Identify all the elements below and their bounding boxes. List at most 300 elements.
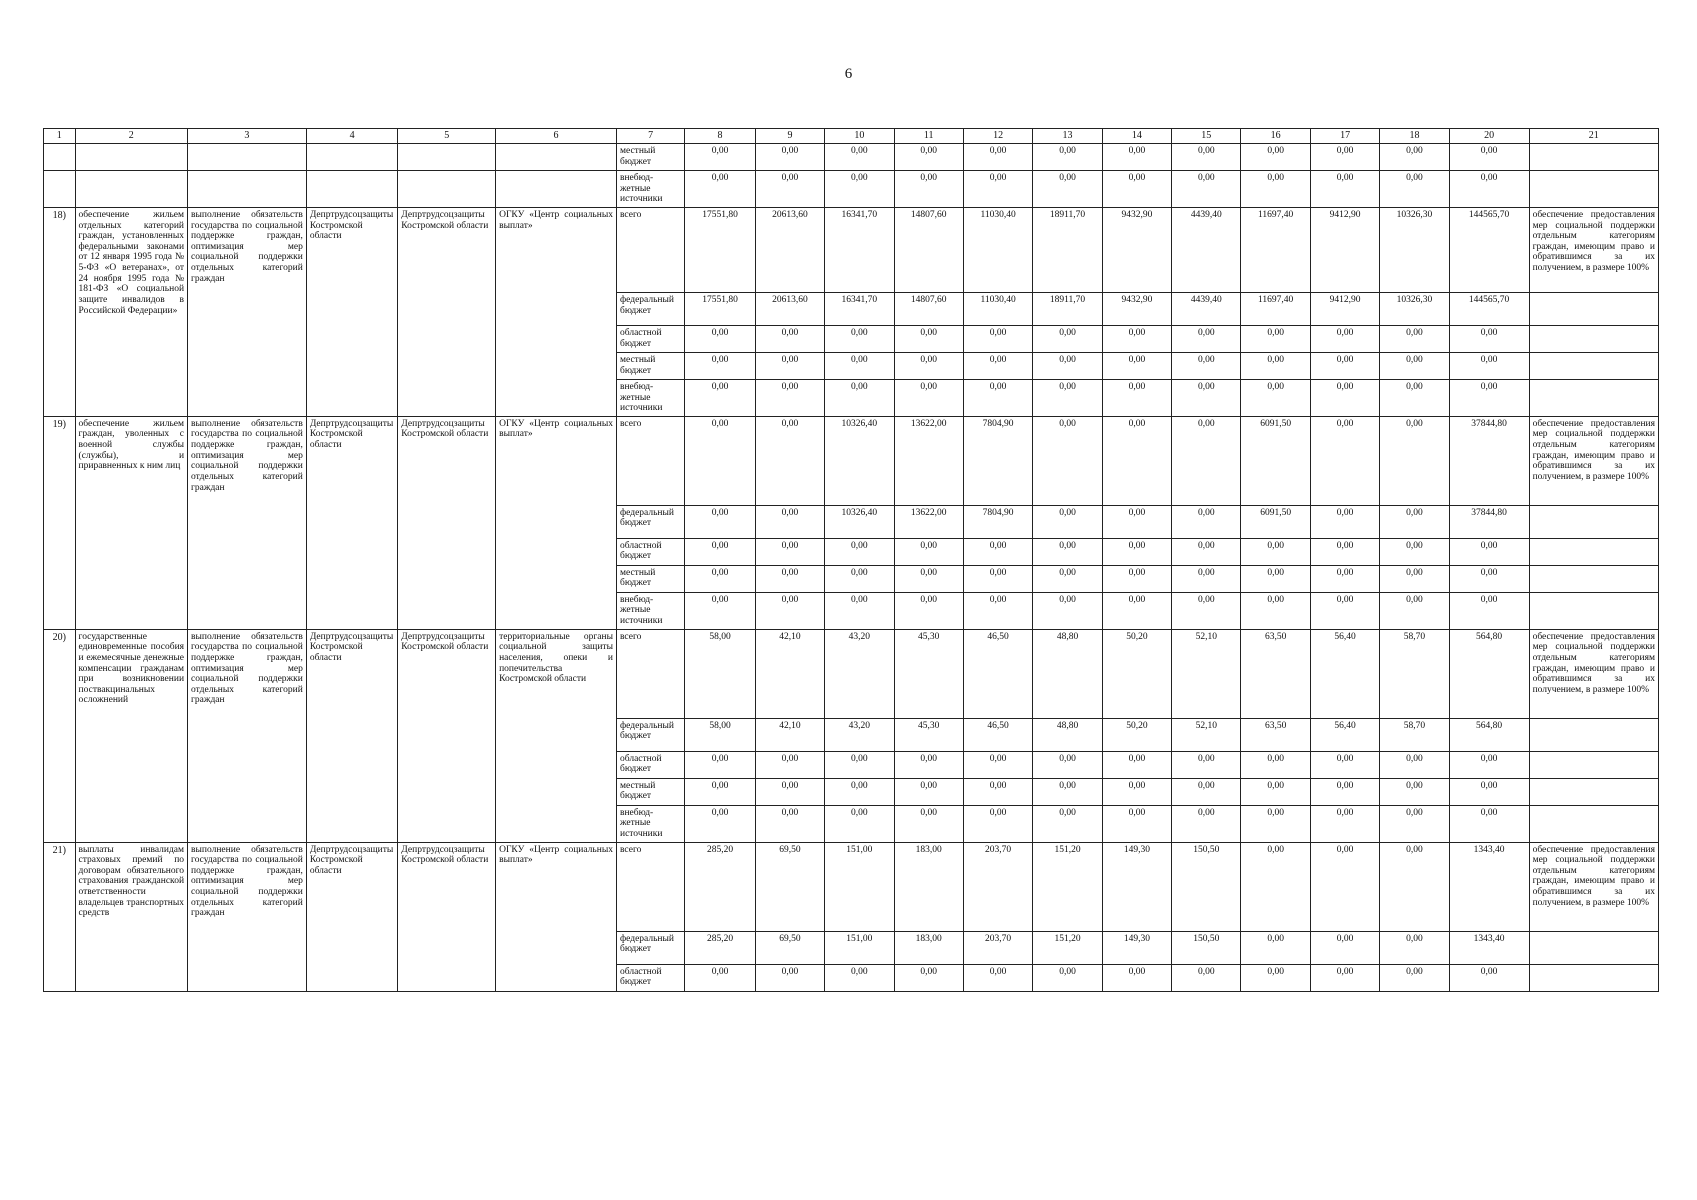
value-cell: 0,00 [1380,416,1449,505]
value-cell: 0,00 [1172,379,1241,416]
value-cell: 58,00 [685,718,755,751]
budget-type: областной бюджет [616,751,684,778]
value-cell: 0,00 [1380,751,1449,778]
value-cell: 150,50 [1172,931,1241,964]
entry-responsible: Депртрудсоцзащиты Костромской области [306,629,397,842]
column-header: 7 [616,129,684,144]
column-header: 2 [75,129,188,144]
value-cell: 285,20 [685,842,755,931]
budget-type: всего [616,842,684,931]
value-cell: 0,00 [685,964,755,991]
value-cell: 48,80 [1033,629,1102,718]
value-cell: 0,00 [1033,416,1102,505]
value-cell: 0,00 [963,171,1032,208]
entry-coexecutor: Депртрудсоцзащиты Костромской области [398,416,496,629]
entry-index: 18) [44,207,76,416]
empty-cell [44,144,76,171]
value-cell: 0,00 [1449,565,1529,592]
value-cell: 10326,30 [1380,207,1449,292]
value-cell: 37844,80 [1449,505,1529,538]
value-cell: 1343,40 [1449,931,1529,964]
entry-recipient: ОГКУ «Центр социальных выплат» [496,842,617,991]
value-cell: 0,00 [894,592,963,629]
entry-name: выплаты инвалидам страховых премий по договорам обязательного страхования гражданской ответственности владельцев транспортных средств [75,842,188,991]
value-cell: 10326,40 [825,416,894,505]
empty-cell [496,171,617,208]
entry-index: 20) [44,629,76,842]
value-cell: 0,00 [1310,565,1379,592]
value-cell: 0,00 [755,171,824,208]
value-cell: 0,00 [1449,538,1529,565]
value-cell: 0,00 [1449,751,1529,778]
value-cell: 0,00 [1241,805,1310,842]
value-cell: 0,00 [1102,352,1171,379]
budget-type: всего [616,207,684,292]
empty-cell [306,144,397,171]
column-header: 9 [755,129,824,144]
value-cell: 0,00 [1102,505,1171,538]
column-header: 17 [1310,129,1379,144]
budget-table [43,128,1659,992]
column-header: 14 [1102,129,1171,144]
value-cell: 0,00 [1102,778,1171,805]
value-cell: 0,00 [1310,842,1379,931]
value-cell: 0,00 [685,379,755,416]
value-cell: 58,70 [1380,718,1449,751]
value-cell: 0,00 [1033,751,1102,778]
value-cell: 0,00 [1380,379,1449,416]
value-cell: 11030,40 [963,292,1032,325]
entry-result: обеспечение предоставления мер социальной поддержки отдельным категориям граждан, имеющим право и обратившимся за их получением, в размере 100% [1529,416,1658,505]
value-cell: 0,00 [1380,964,1449,991]
value-cell: 0,00 [1033,592,1102,629]
value-cell: 0,00 [1380,805,1449,842]
value-cell: 0,00 [963,778,1032,805]
budget-type: местный бюджет [616,565,684,592]
budget-type: областной бюджет [616,325,684,352]
column-header: 20 [1449,129,1529,144]
column-header: 3 [188,129,307,144]
value-cell: 0,00 [685,565,755,592]
value-cell: 0,00 [1172,352,1241,379]
value-cell: 0,00 [825,805,894,842]
value-cell: 144565,70 [1449,207,1529,292]
value-cell: 150,50 [1172,842,1241,931]
value-cell: 0,00 [685,325,755,352]
value-cell: 0,00 [1449,964,1529,991]
entry-recipient: ОГКУ «Центр социальных выплат» [496,416,617,629]
value-cell: 564,80 [1449,718,1529,751]
value-cell: 0,00 [963,352,1032,379]
column-header-row [44,129,1659,144]
value-cell: 0,00 [825,592,894,629]
value-cell: 0,00 [755,592,824,629]
value-cell: 0,00 [1241,144,1310,171]
value-cell: 0,00 [1033,778,1102,805]
value-cell: 11697,40 [1241,207,1310,292]
value-cell: 7804,90 [963,505,1032,538]
value-cell: 10326,40 [825,505,894,538]
table-row [44,144,1659,171]
value-cell: 0,00 [1380,592,1449,629]
value-cell: 50,20 [1102,718,1171,751]
table-body [44,129,1659,992]
value-cell: 45,30 [894,718,963,751]
value-cell: 0,00 [1033,805,1102,842]
value-cell: 0,00 [1380,171,1449,208]
value-cell: 0,00 [894,144,963,171]
value-cell: 183,00 [894,842,963,931]
value-cell: 0,00 [1310,144,1379,171]
value-cell: 0,00 [1172,505,1241,538]
value-cell: 20613,60 [755,207,824,292]
value-cell: 0,00 [1310,416,1379,505]
value-cell: 0,00 [1310,592,1379,629]
value-cell: 63,50 [1241,629,1310,718]
value-cell: 0,00 [963,144,1032,171]
budget-type: областной бюджет [616,538,684,565]
entry-coexecutor: Депртрудсоцзащиты Костромской области [398,842,496,991]
entry-responsible: Депртрудсоцзащиты Костромской области [306,416,397,629]
value-cell: 16341,70 [825,207,894,292]
value-cell: 43,20 [825,629,894,718]
value-cell: 0,00 [1310,751,1379,778]
value-cell: 0,00 [1172,144,1241,171]
empty-cell [1529,538,1658,565]
empty-cell [75,144,188,171]
value-cell: 50,20 [1102,629,1171,718]
empty-cell [1529,144,1658,171]
value-cell: 0,00 [1449,325,1529,352]
value-cell: 0,00 [1172,416,1241,505]
value-cell: 9412,90 [1310,292,1379,325]
entry-responsible: Депртрудсоцзащиты Костромской области [306,842,397,991]
column-header: 12 [963,129,1032,144]
budget-type: местный бюджет [616,778,684,805]
value-cell: 0,00 [1102,538,1171,565]
value-cell: 0,00 [825,538,894,565]
entry-responsible: Депртрудсоцзащиты Костромской области [306,207,397,416]
value-cell: 6091,50 [1241,505,1310,538]
value-cell: 0,00 [1241,325,1310,352]
value-cell: 0,00 [825,379,894,416]
value-cell: 0,00 [1102,171,1171,208]
value-cell: 0,00 [755,538,824,565]
value-cell: 0,00 [1380,778,1449,805]
entry-coexecutor: Депртрудсоцзащиты Костромской области [398,629,496,842]
budget-type: областной бюджет [616,964,684,991]
value-cell: 0,00 [1380,565,1449,592]
value-cell: 69,50 [755,931,824,964]
value-cell: 0,00 [755,379,824,416]
value-cell: 0,00 [685,171,755,208]
value-cell: 0,00 [1380,931,1449,964]
value-cell: 14807,60 [894,292,963,325]
column-header: 5 [398,129,496,144]
empty-cell [1529,379,1658,416]
empty-cell [1529,565,1658,592]
value-cell: 11030,40 [963,207,1032,292]
value-cell: 17551,80 [685,292,755,325]
value-cell: 0,00 [1102,416,1171,505]
budget-type: федеральный бюджет [616,931,684,964]
budget-type: федеральный бюджет [616,505,684,538]
value-cell: 0,00 [1449,144,1529,171]
budget-type: внебюд-жетные источники [616,592,684,629]
value-cell: 0,00 [1172,538,1241,565]
value-cell: 151,00 [825,842,894,931]
value-cell: 0,00 [825,778,894,805]
value-cell: 0,00 [894,352,963,379]
value-cell: 0,00 [1310,352,1379,379]
empty-cell [1529,505,1658,538]
entry-recipient: ОГКУ «Центр социальных выплат» [496,207,617,416]
value-cell: 203,70 [963,842,1032,931]
entry-name: обеспечение жильем отдельных категорий граждан, установленных федеральными законами от 12 января 1995 года № 5-ФЗ «О ветеранах», от 24 ноября 1995 года № 181-ФЗ «О социальной защите инвалидов в Российской Федерации» [75,207,188,416]
value-cell: 0,00 [1241,379,1310,416]
column-header: 6 [496,129,617,144]
entry-name: государственные единовременные пособия и ежемесячные денежные компенсации гражданам при возникновении поствакцинальных осложнений [75,629,188,842]
value-cell: 0,00 [894,379,963,416]
empty-cell [1529,778,1658,805]
value-cell: 56,40 [1310,718,1379,751]
value-cell: 0,00 [1241,538,1310,565]
empty-cell [1529,718,1658,751]
value-cell: 13622,00 [894,505,963,538]
value-cell: 0,00 [1241,842,1310,931]
value-cell: 20613,60 [755,292,824,325]
value-cell: 0,00 [1241,778,1310,805]
value-cell: 7804,90 [963,416,1032,505]
value-cell: 48,80 [1033,718,1102,751]
value-cell: 11697,40 [1241,292,1310,325]
value-cell: 6091,50 [1241,416,1310,505]
value-cell: 0,00 [755,505,824,538]
value-cell: 0,00 [1102,325,1171,352]
value-cell: 0,00 [1310,538,1379,565]
value-cell: 14807,60 [894,207,963,292]
value-cell: 0,00 [685,505,755,538]
budget-type: внебюд-жетные источники [616,171,684,208]
column-header: 16 [1241,129,1310,144]
value-cell: 144565,70 [1449,292,1529,325]
value-cell: 0,00 [1033,352,1102,379]
value-cell: 0,00 [1102,964,1171,991]
column-header: 15 [1172,129,1241,144]
value-cell: 0,00 [755,565,824,592]
value-cell: 0,00 [1033,325,1102,352]
empty-cell [398,144,496,171]
table-row [44,416,1659,505]
column-header: 8 [685,129,755,144]
value-cell: 151,20 [1033,931,1102,964]
value-cell: 0,00 [963,751,1032,778]
budget-type: всего [616,416,684,505]
value-cell: 0,00 [1380,842,1449,931]
value-cell: 43,20 [825,718,894,751]
value-cell: 0,00 [1241,931,1310,964]
value-cell: 0,00 [1380,352,1449,379]
value-cell: 0,00 [1172,805,1241,842]
budget-type: всего [616,629,684,718]
value-cell: 149,30 [1102,931,1171,964]
entry-purpose: выполнение обязательств государства по социальной поддержке граждан, оптимизация мер социальной поддержки отдельных категорий граждан [188,416,307,629]
value-cell: 0,00 [1102,592,1171,629]
value-cell: 0,00 [963,592,1032,629]
value-cell: 0,00 [1172,565,1241,592]
value-cell: 46,50 [963,718,1032,751]
value-cell: 0,00 [1241,171,1310,208]
value-cell: 0,00 [1033,379,1102,416]
empty-cell [75,171,188,208]
value-cell: 4439,40 [1172,292,1241,325]
value-cell: 0,00 [685,592,755,629]
table-row [44,207,1659,292]
value-cell: 0,00 [1102,379,1171,416]
value-cell: 0,00 [755,352,824,379]
entry-purpose: выполнение обязательств государства по социальной поддержке граждан, оптимизация мер социальной поддержки отдельных категорий граждан [188,207,307,416]
column-header: 13 [1033,129,1102,144]
value-cell: 0,00 [1033,565,1102,592]
value-cell: 0,00 [1449,778,1529,805]
value-cell: 46,50 [963,629,1032,718]
value-cell: 0,00 [1241,565,1310,592]
value-cell: 0,00 [1172,751,1241,778]
value-cell: 17551,80 [685,207,755,292]
value-cell: 0,00 [1172,325,1241,352]
value-cell: 0,00 [1449,592,1529,629]
column-header: 4 [306,129,397,144]
value-cell: 9432,90 [1102,292,1171,325]
value-cell: 0,00 [755,805,824,842]
value-cell: 0,00 [963,805,1032,842]
value-cell: 0,00 [963,379,1032,416]
value-cell: 0,00 [894,171,963,208]
value-cell: 0,00 [685,805,755,842]
value-cell: 0,00 [1033,144,1102,171]
empty-cell [1529,805,1658,842]
value-cell: 56,40 [1310,629,1379,718]
value-cell: 52,10 [1172,629,1241,718]
value-cell: 149,30 [1102,842,1171,931]
value-cell: 0,00 [1172,592,1241,629]
budget-type: федеральный бюджет [616,292,684,325]
empty-cell [1529,592,1658,629]
value-cell: 0,00 [825,171,894,208]
value-cell: 0,00 [755,778,824,805]
value-cell: 285,20 [685,931,755,964]
entry-purpose: выполнение обязательств государства по социальной поддержке граждан, оптимизация мер социальной поддержки отдельных категорий граждан [188,629,307,842]
value-cell: 37844,80 [1449,416,1529,505]
budget-type: внебюд-жетные источники [616,805,684,842]
value-cell: 13622,00 [894,416,963,505]
entry-recipient: территориальные органы социальной защиты населения, опеки и попечительства Костромской области [496,629,617,842]
value-cell: 42,10 [755,718,824,751]
column-header: 18 [1380,129,1449,144]
value-cell: 0,00 [1310,931,1379,964]
table-row [44,171,1659,208]
entry-index: 21) [44,842,76,991]
empty-cell [1529,292,1658,325]
empty-cell [496,144,617,171]
value-cell: 0,00 [1310,964,1379,991]
value-cell: 58,00 [685,629,755,718]
entry-name: обеспечение жильем граждан, уволенных с военной службы (службы), и приравненных к ним лиц [75,416,188,629]
empty-cell [1529,964,1658,991]
value-cell: 18911,70 [1033,292,1102,325]
value-cell: 42,10 [755,629,824,718]
value-cell: 0,00 [1310,379,1379,416]
table-row [44,842,1659,931]
value-cell: 69,50 [755,842,824,931]
value-cell: 203,70 [963,931,1032,964]
value-cell: 0,00 [1449,379,1529,416]
value-cell: 52,10 [1172,718,1241,751]
value-cell: 0,00 [755,325,824,352]
value-cell: 0,00 [963,964,1032,991]
value-cell: 1343,40 [1449,842,1529,931]
value-cell: 151,00 [825,931,894,964]
budget-type: местный бюджет [616,144,684,171]
value-cell: 63,50 [1241,718,1310,751]
value-cell: 0,00 [963,325,1032,352]
entry-coexecutor: Депртрудсоцзащиты Костромской области [398,207,496,416]
value-cell: 0,00 [1310,805,1379,842]
value-cell: 0,00 [755,751,824,778]
value-cell: 0,00 [1449,805,1529,842]
entry-result: обеспечение предоставления мер социальной поддержки отдельным категориям граждан, имеющим право и обратившимся за их получением, в размере 100% [1529,207,1658,292]
value-cell: 0,00 [1241,964,1310,991]
value-cell: 0,00 [894,964,963,991]
value-cell: 0,00 [685,144,755,171]
value-cell: 0,00 [894,565,963,592]
value-cell: 0,00 [1172,778,1241,805]
value-cell: 0,00 [755,416,824,505]
value-cell: 0,00 [894,751,963,778]
empty-cell [306,171,397,208]
column-header: 11 [894,129,963,144]
value-cell: 0,00 [1310,505,1379,538]
empty-cell [1529,325,1658,352]
empty-cell [188,171,307,208]
value-cell: 0,00 [1033,505,1102,538]
value-cell: 0,00 [894,778,963,805]
empty-cell [1529,352,1658,379]
empty-cell [1529,171,1658,208]
value-cell: 0,00 [1102,565,1171,592]
value-cell: 0,00 [1102,805,1171,842]
value-cell: 0,00 [963,538,1032,565]
value-cell: 0,00 [685,416,755,505]
value-cell: 4439,40 [1172,207,1241,292]
value-cell: 9412,90 [1310,207,1379,292]
value-cell: 0,00 [1033,538,1102,565]
budget-type: местный бюджет [616,352,684,379]
empty-cell [44,171,76,208]
page-number: 6 [844,66,853,82]
value-cell: 151,20 [1033,842,1102,931]
value-cell: 0,00 [755,144,824,171]
value-cell: 58,70 [1380,629,1449,718]
value-cell: 0,00 [1380,325,1449,352]
value-cell: 0,00 [1102,751,1171,778]
value-cell: 45,30 [894,629,963,718]
value-cell: 0,00 [1310,778,1379,805]
value-cell: 0,00 [1241,751,1310,778]
value-cell: 0,00 [1033,171,1102,208]
value-cell: 0,00 [825,964,894,991]
entry-index: 19) [44,416,76,629]
